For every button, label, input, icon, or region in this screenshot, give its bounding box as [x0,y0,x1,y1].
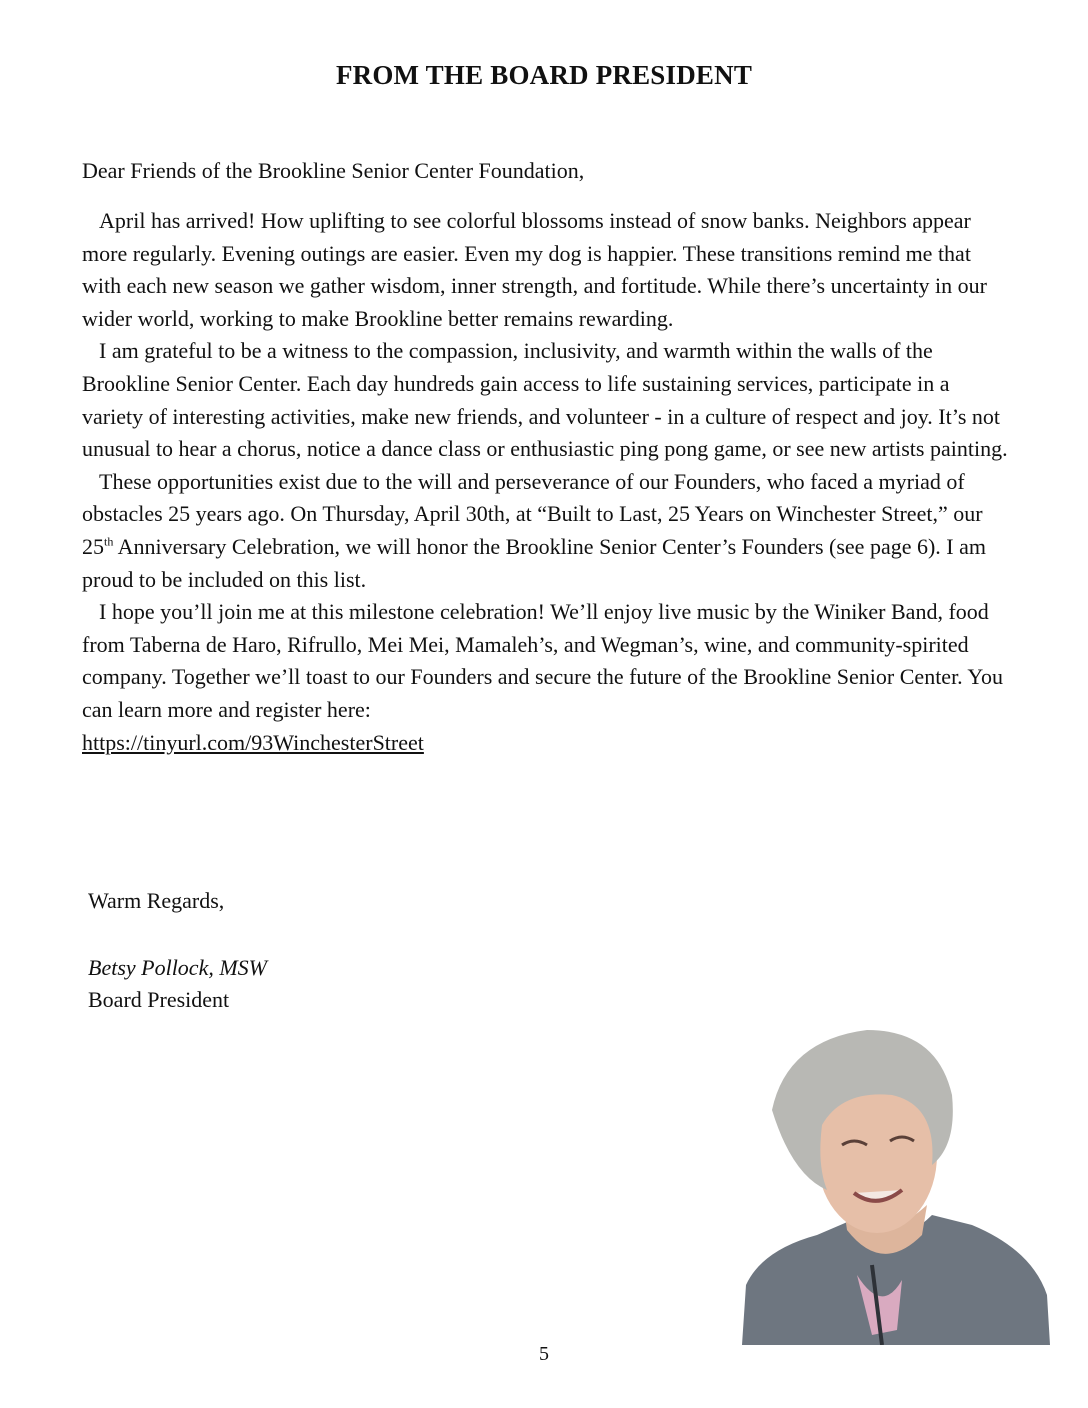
ordinal-suffix: th [104,534,114,549]
page-number: 5 [539,1343,549,1365]
closing: Warm Regards, [88,888,225,913]
paragraph-3-part-2: Anniversary Celebration, we will honor the Brookline Senior Center’s Founders (see page 6). I am proud to be included on this list. [82,533,987,592]
signature-block [88,952,267,1016]
letter-body [82,205,1012,759]
paragraph-1: April has arrived! How uplifting to see colorful blossoms instead of snow banks. Neighbors appear more regularly. Evening outings are easier. Even my dog is happier. These transitions remind me that with each new season we gather wisdom, inner strength, and fortitude. While there’s uncertainty in our wider world, working to make Brookline better remains rewarding. [82,208,987,331]
paragraph-3 [82,466,1012,596]
page-title: FROM THE BOARD PRESIDENT [335,60,753,90]
paragraph-4 [82,596,1012,759]
paragraph-2: I am grateful to be a witness to the compassion, inclusivity, and warmth within the walls of the Brookline Senior Center. Each day hundreds gain access to life sustaining services, participate in a variety of interesting activities, make new friends, and volunteer - in a culture of respect and joy. It’s not unusual to hear a chorus, notice a dance class or enthusiastic ping pong game, or see new artists painting. [82,338,1008,462]
paragraph-4-text: I hope you’ll join me at this milestone celebration! We’ll enjoy live music by the Winiker Band, food from Taberna de Haro, Rifrullo, Mei Mei, Mamaleh’s, and Wegman’s, wine, and community-spirited company. Together we’ll toast to our Founders and secure the future of the Brookline Senior Center. You can learn more and register here: [82,599,1004,722]
paragraph-3-part-1: These opportunities exist due to the will and perseverance of our Founders, who faced a myriad of obstacles 25 years ago. On Thursday, April 30th, at “Built to Last, 25 Years on Winchester Street,” our 25 [82,468,983,559]
signature-name: Betsy Pollock, MSW [88,955,267,980]
portrait-image-icon [732,1025,1052,1345]
salutation: Dear Friends of the Brookline Senior Center Foundation, [82,158,585,183]
registration-link[interactable]: https://tinyurl.com/93WinchesterStreet [82,729,424,755]
portrait-photo [732,1025,1052,1345]
signature-title: Board President [88,987,230,1012]
